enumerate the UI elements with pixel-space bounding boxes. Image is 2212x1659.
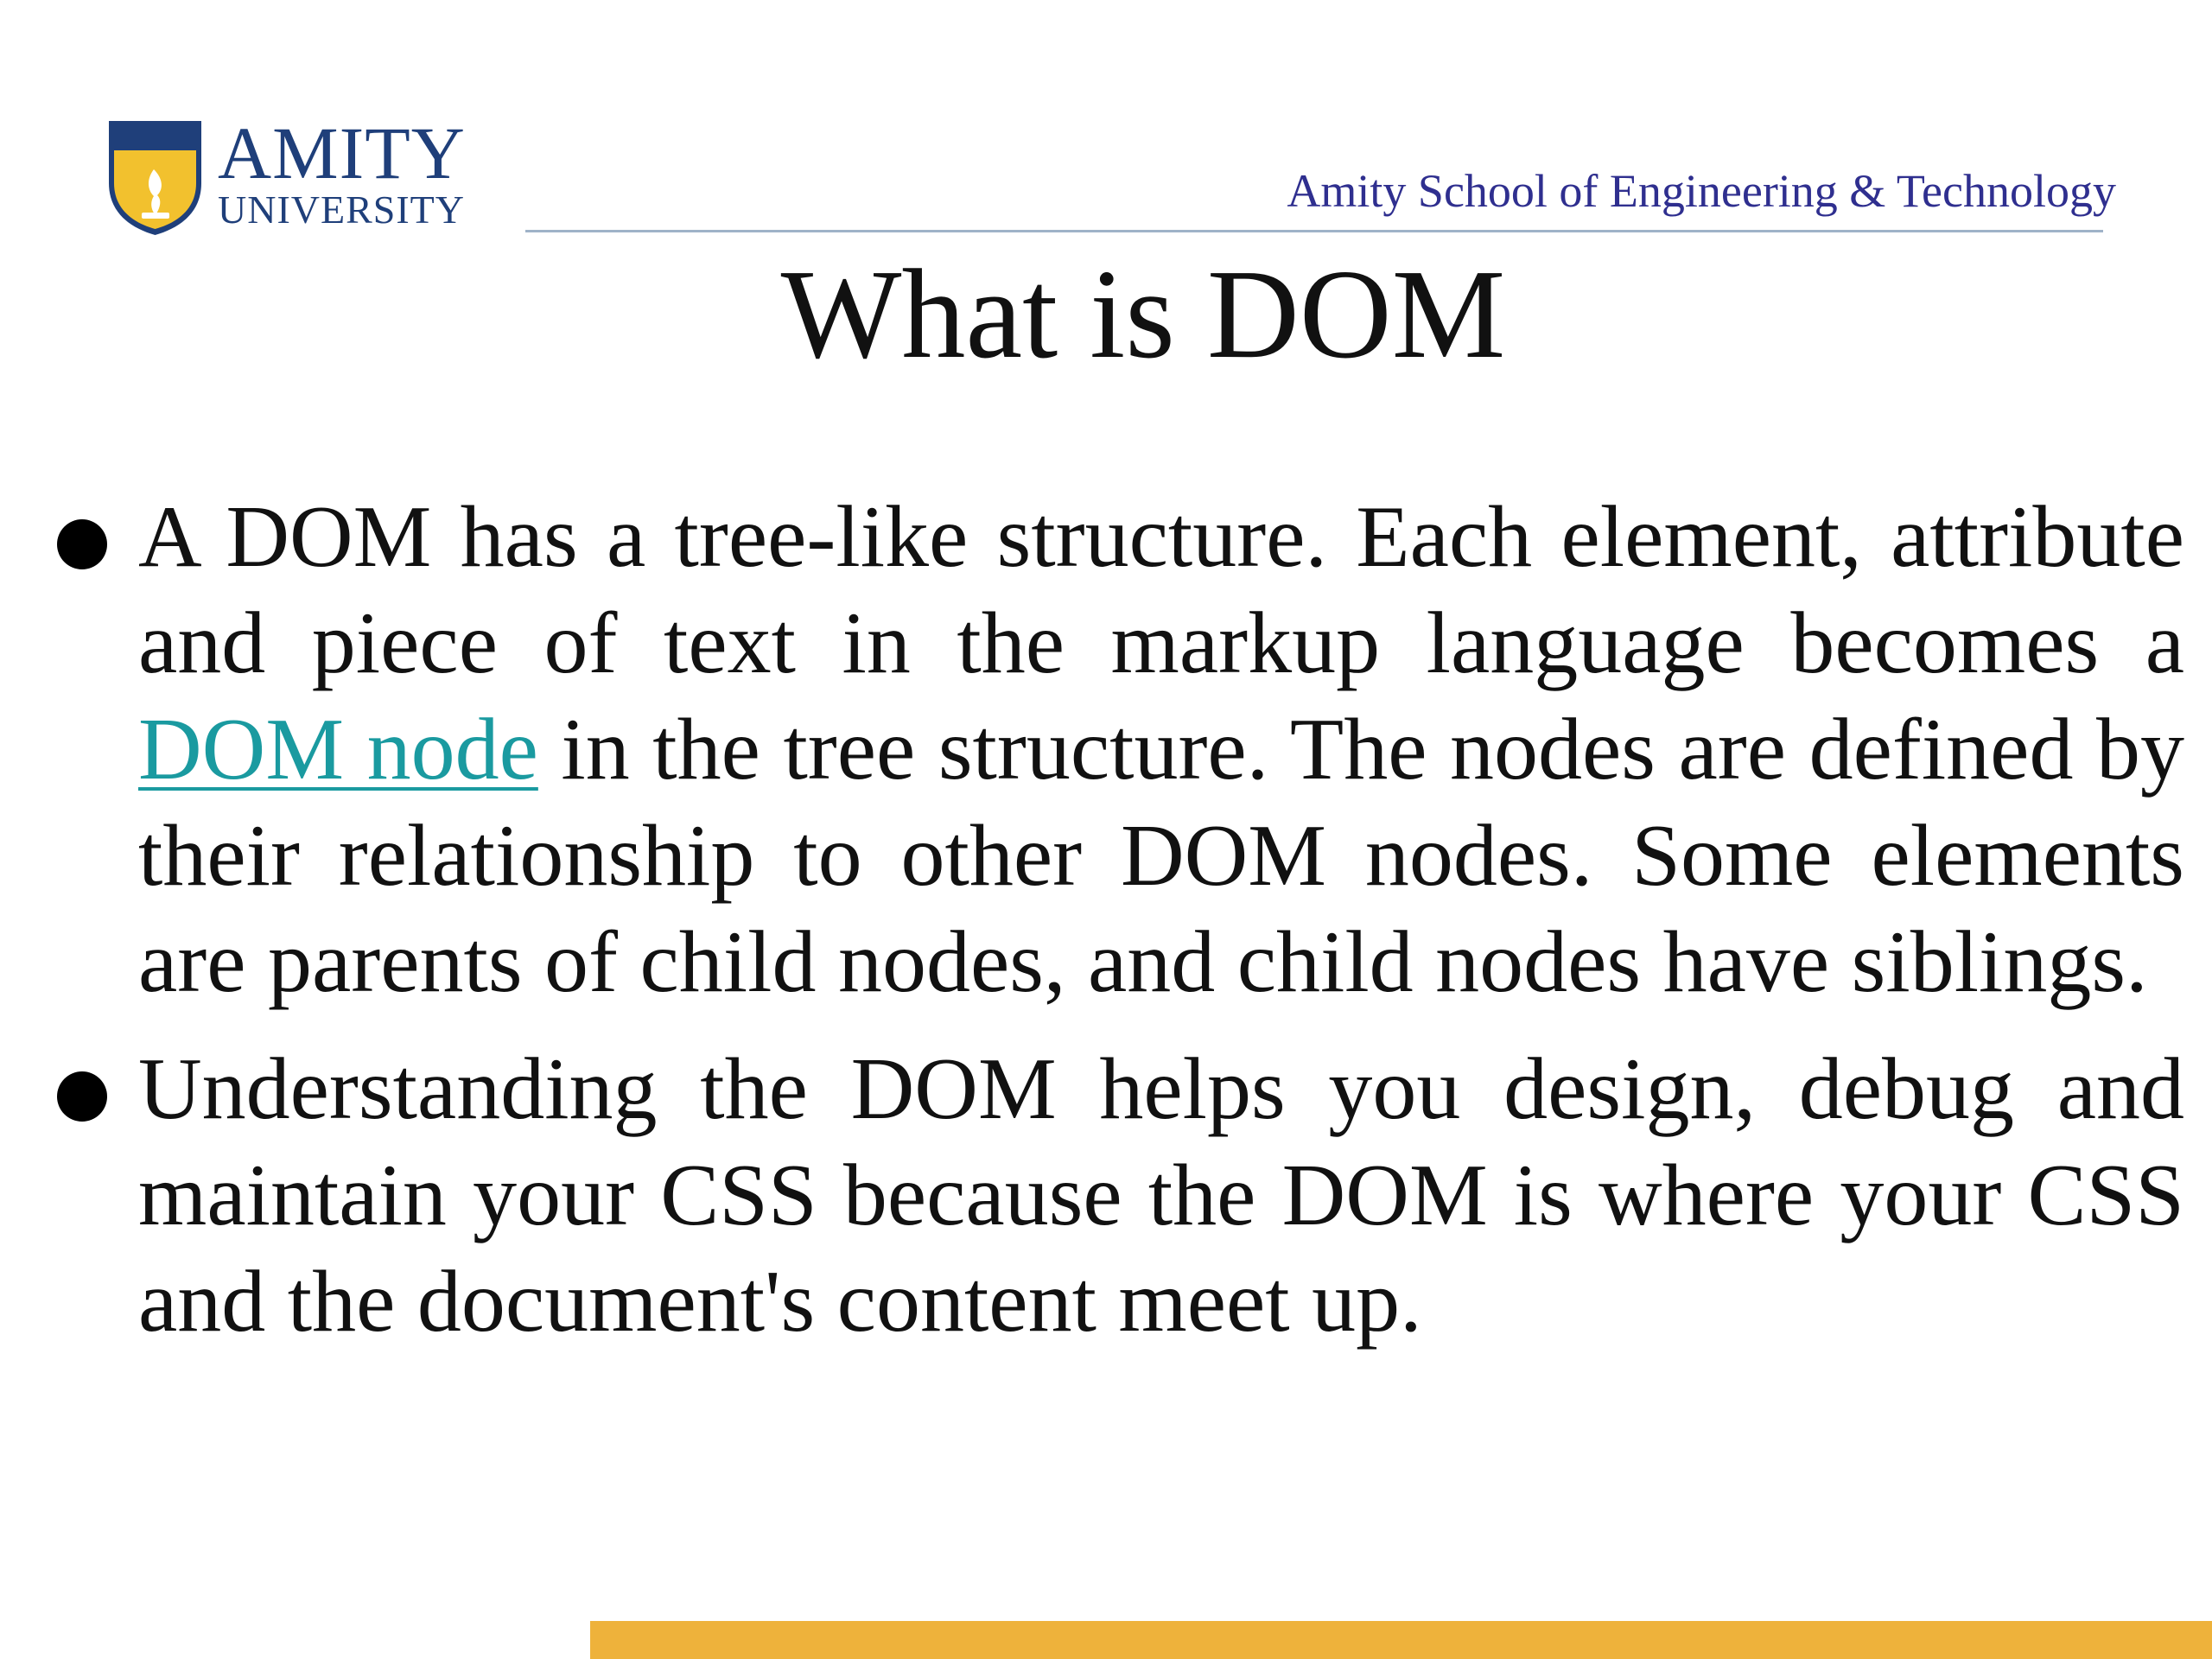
amity-university-logo — [105, 111, 486, 237]
bullet-item — [138, 484, 2184, 1015]
bullet-text: Understanding the DOM helps you design, debug and maintain your CSS because the DOM is where your CSS and the document's content meet up. — [138, 1040, 2184, 1351]
slide-title: What is DOM — [780, 244, 1506, 385]
bullet-dot-icon — [57, 519, 107, 569]
school-name: Amity School of Engineering & Technology — [1287, 165, 2116, 217]
logo-top-text: AMITY — [218, 111, 466, 194]
logo-wordmark — [218, 111, 466, 232]
logo-bottom-text: UNIVERSITY — [218, 188, 465, 232]
bullet-text-end: in the tree structure. The nodes are defined by their relationship to other DOM nodes. Some elements are parents of child nodes, and child nodes have siblings. — [138, 701, 2184, 1011]
bullet-text-start: A DOM has a tree-like structure. Each element, attribute and piece of text in the markup language becomes a — [138, 488, 2184, 692]
bullet-item — [138, 1036, 2184, 1355]
dom-node-link[interactable]: DOM node — [138, 701, 538, 798]
header-divider — [525, 230, 2103, 232]
bullet-dot-icon — [57, 1071, 107, 1122]
footer-bar — [590, 1621, 2212, 1659]
bullet-list — [0, 484, 2212, 1355]
amity-shield-icon — [105, 116, 205, 237]
